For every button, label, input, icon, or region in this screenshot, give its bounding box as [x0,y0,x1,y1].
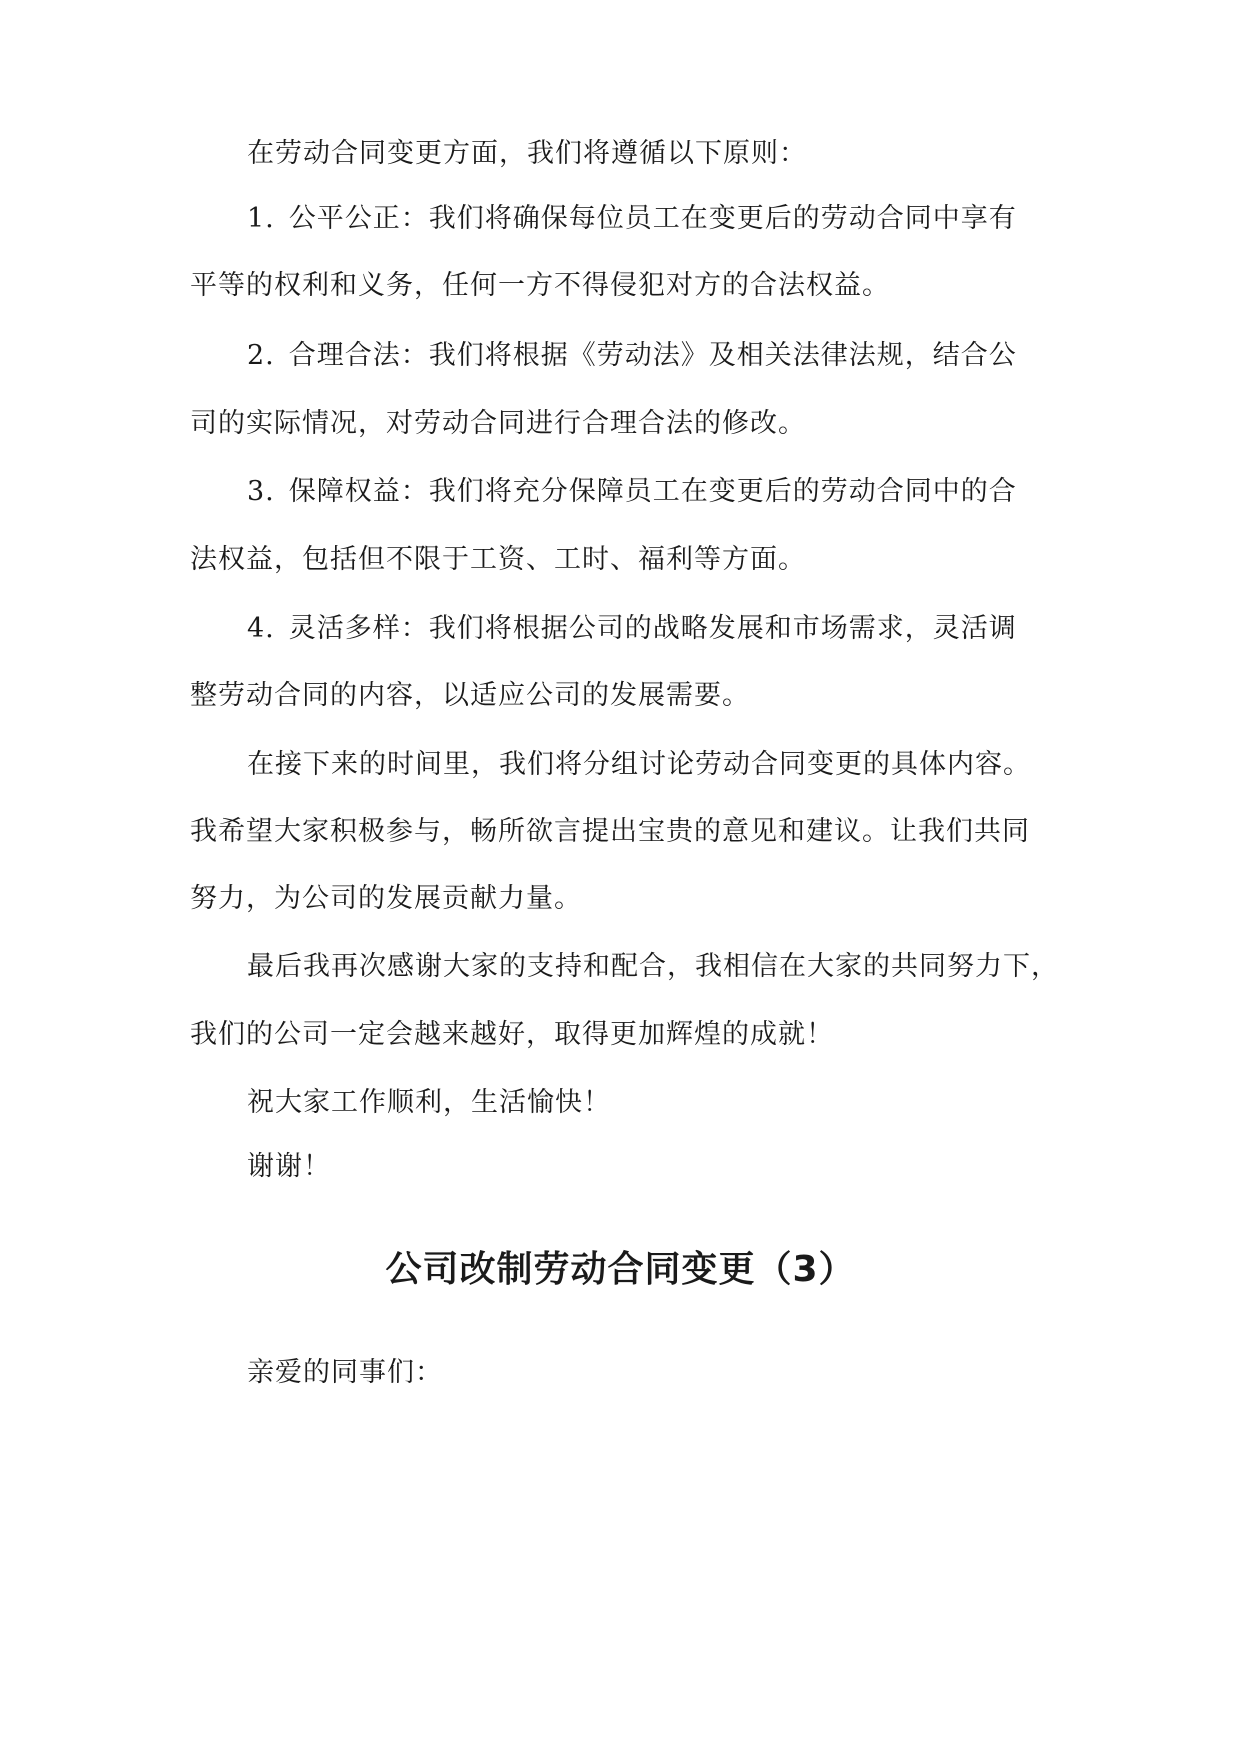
closing-line: 谢谢！ [247,1151,331,1182]
discussion-line-2: 我希望大家积极参与，畅所欲言提出宝贵的意见和建议。让我们共同 [190,816,1030,847]
greeting-line: 亲爱的同事们： [247,1357,443,1388]
discussion-line-1: 在接下来的时间里，我们将分组讨论劳动合同变更的具体内容。 [247,749,1031,780]
principle-text: 灵活多样：我们将根据公司的战略发展和市场需求，灵活调 [288,613,1017,644]
principle-number: 2. [247,340,275,371]
wish-line: 祝大家工作顺利，生活愉快！ [247,1087,611,1118]
principle-2-line-2: 司的实际情况，对劳动合同进行合理合法的修改。 [190,408,806,439]
principle-text: 公平公正：我们将确保每位员工在变更后的劳动合同中享有 [288,203,1017,234]
thanks-line-1: 最后我再次感谢大家的支持和配合，我相信在大家的共同努力下， [247,951,1059,982]
section-title: 公司改制劳动合同变更（3） [385,1249,856,1290]
principle-1-line-2: 平等的权利和义务，任何一方不得侵犯对方的合法权益。 [190,270,890,301]
principle-text: 保障权益：我们将充分保障员工在变更后的劳动合同中的合 [288,476,1017,507]
principle-number: 1. [247,203,275,234]
principle-3-line-1 [247,472,1060,512]
principle-text: 合理合法：我们将根据《劳动法》及相关法律法规，结合公 [288,340,1017,371]
principle-3-line-2: 法权益，包括但不限于工资、工时、福利等方面。 [190,544,806,575]
thanks-line-2: 我们的公司一定会越来越好，取得更加辉煌的成就！ [190,1019,834,1050]
discussion-line-3: 努力，为公司的发展贡献力量。 [190,883,582,914]
principle-4-line-1 [247,609,1060,649]
principle-number: 3. [247,476,275,507]
principle-4-line-2: 整劳动合同的内容，以适应公司的发展需要。 [190,680,750,711]
intro-line: 在劳动合同变更方面，我们将遵循以下原则： [247,138,807,169]
principle-number: 4. [247,613,275,644]
principle-2-line-1 [247,336,1060,376]
principle-1-line-1 [247,199,1060,239]
